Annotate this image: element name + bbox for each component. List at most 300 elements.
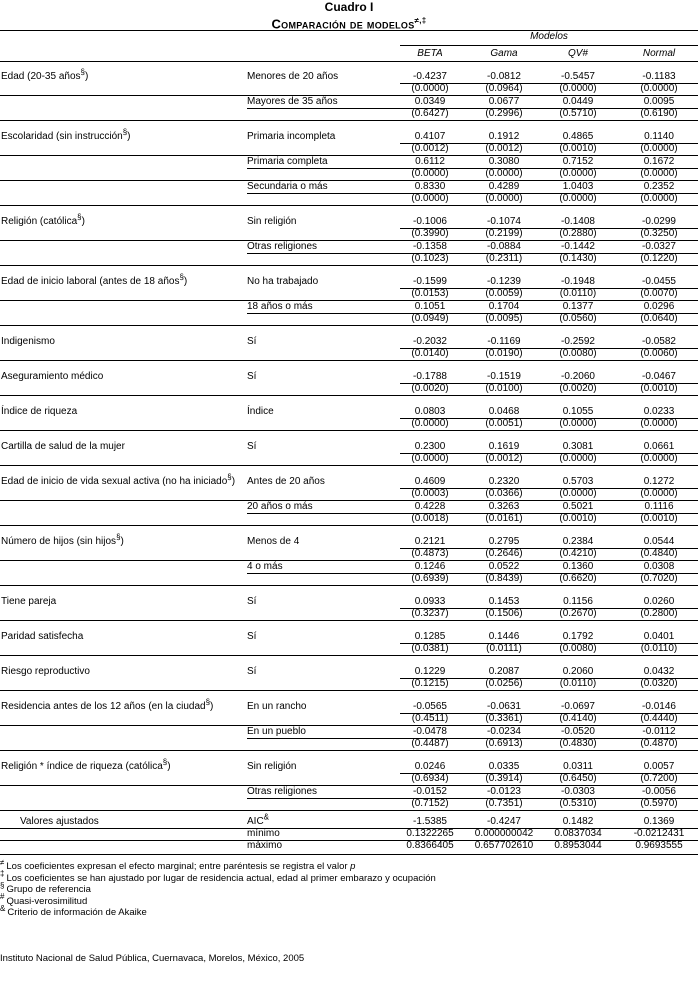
row-rule [247, 108, 698, 109]
coef-value: 0.1792 [562, 631, 594, 642]
category-label: Antes de 20 años [247, 476, 325, 487]
coef-value: 0.0468 [488, 406, 520, 417]
row-rule [400, 488, 698, 489]
coef-value: 0.5021 [562, 501, 594, 512]
fitted-value: -1.5385 [413, 816, 447, 827]
category-label: Sin religión [247, 216, 297, 227]
coef-value: 0.4865 [562, 131, 594, 142]
p-value: (0.0000) [559, 168, 597, 179]
subtitle-marks: ≠,‡ [414, 16, 427, 25]
category-label: Sin religión [247, 761, 297, 772]
p-value: (0.4511) [411, 713, 449, 724]
row-rule [247, 738, 698, 739]
category-label: 18 años o más [247, 301, 313, 312]
coef-value: 0.8330 [414, 181, 446, 192]
coef-value: -0.1006 [413, 216, 447, 227]
coef-value: -0.1599 [413, 276, 447, 287]
table-subtitle-text: Comparación de modelos [271, 16, 415, 32]
coef-value: 0.2300 [414, 441, 446, 452]
models-header: Modelos [530, 31, 568, 42]
category-label: 4 o más [247, 561, 283, 572]
coef-value: -0.0234 [487, 726, 521, 737]
p-value: (0.5310) [559, 798, 597, 809]
coef-value: -0.0327 [642, 241, 676, 252]
variable-label: Indigenismo [1, 336, 55, 347]
p-value: (0.2670) [559, 608, 597, 619]
p-value: (0.0110) [559, 288, 597, 299]
coef-value: 0.0661 [643, 441, 675, 452]
fitted-value: 0.1369 [643, 816, 675, 827]
p-value: (0.0964) [485, 83, 523, 94]
coef-value: -0.1358 [413, 241, 447, 252]
footnote [0, 880, 91, 895]
fitted-category: AIC& [247, 812, 270, 827]
fitted-value: 0.1482 [562, 816, 594, 827]
p-value: (0.4487) [411, 738, 449, 749]
p-value: (0.1220) [640, 253, 678, 264]
p-value: (0.3914) [485, 773, 523, 784]
variable-label: Religión (católica§) [1, 212, 85, 227]
category-label: Sí [247, 666, 257, 677]
category-label: En un rancho [247, 701, 307, 712]
p-value: (0.1023) [411, 253, 449, 264]
coef-value: 0.2087 [488, 666, 520, 677]
coef-value: 0.5703 [562, 476, 594, 487]
p-value: (0.2311) [485, 253, 523, 264]
p-value: (0.0000) [411, 168, 449, 179]
footnote-symbol: ‡ [0, 869, 5, 879]
coef-value: 0.2352 [643, 181, 675, 192]
models-rule [400, 45, 698, 46]
coef-value: 0.0260 [643, 596, 675, 607]
row-rule [0, 690, 698, 691]
footnote-symbol: & [0, 903, 6, 913]
coef-value: -0.0112 [642, 726, 676, 737]
coef-value: -0.0056 [642, 786, 676, 797]
coef-value: 0.0522 [488, 561, 520, 572]
p-value: (0.0000) [411, 418, 449, 429]
p-value: (0.7020) [640, 573, 678, 584]
row-rule [0, 205, 698, 206]
coef-value: -0.4237 [413, 71, 447, 82]
footnote-text: Grupo de referencia [6, 884, 91, 895]
column-header-gama: Gama [490, 48, 518, 59]
fitted-value: 0.657702610 [474, 840, 534, 851]
fitted-values-label: Valores ajustados [20, 816, 99, 827]
row-rule [400, 143, 698, 144]
category-label: En un pueblo [247, 726, 306, 737]
p-value: (0.0153) [411, 288, 449, 299]
p-value: (0.0020) [559, 383, 597, 394]
p-value: (0.4210) [559, 548, 597, 559]
footnote-text: Quasi-verosimilitud [6, 895, 88, 907]
category-label: Menores de 20 años [247, 71, 339, 82]
row-rule [0, 360, 698, 361]
coef-value: -0.0884 [487, 241, 521, 252]
coef-value: -0.0812 [487, 71, 521, 82]
p-value: (0.7200) [640, 773, 678, 784]
row-rule [0, 265, 698, 266]
fitted-value: -0.4247 [487, 816, 521, 827]
row-rule [247, 798, 698, 799]
fitted-value: 0.1322265 [406, 828, 454, 839]
coef-value: 0.1246 [414, 561, 446, 572]
category-label: Índice [247, 406, 274, 417]
p-value: (0.0010) [559, 143, 597, 154]
coef-value: 0.0233 [643, 406, 675, 417]
coef-value: 0.3263 [488, 501, 520, 512]
variable-label: Tiene pareja [1, 596, 57, 607]
p-value: (0.0000) [559, 453, 597, 464]
row-rule [400, 288, 698, 289]
top-rule [0, 30, 698, 31]
fitted-value: 0.0837034 [554, 828, 602, 839]
coef-value: 0.0803 [414, 406, 446, 417]
coef-value: -0.0152 [413, 786, 447, 797]
p-value: (0.0366) [485, 488, 523, 499]
footnote-text: Criterio de información de Akaike [7, 907, 147, 918]
coef-value: -0.1183 [642, 71, 676, 82]
row-rule [400, 348, 698, 349]
coef-value: -0.2060 [561, 371, 595, 382]
p-value: (0.4873) [411, 548, 449, 559]
p-value: (0.2800) [640, 608, 678, 619]
row-rule [0, 465, 698, 466]
coef-value: 0.2384 [562, 536, 594, 547]
coef-value: -0.2592 [561, 336, 595, 347]
coef-value: -0.0697 [561, 701, 595, 712]
p-value: (0.2996) [485, 108, 523, 119]
row-rule [247, 513, 698, 514]
p-value: (0.0080) [559, 643, 597, 654]
p-value: (0.5710) [559, 108, 597, 119]
footnote-symbol: ≠ [0, 857, 5, 867]
coef-value: -0.1442 [561, 241, 595, 252]
p-value: (0.0010) [640, 383, 678, 394]
footnote [0, 892, 88, 907]
p-value: (0.0018) [411, 513, 449, 524]
coef-value: -0.1788 [413, 371, 447, 382]
coef-value: 0.1229 [414, 666, 446, 677]
variable-label: Paridad satisfecha [1, 631, 84, 642]
row-rule [0, 120, 698, 121]
p-value: (0.1215) [411, 678, 449, 689]
coef-value: 0.1377 [562, 301, 594, 312]
p-value: (0.2199) [485, 228, 523, 239]
fitted-value: -0.0212431 [633, 828, 685, 839]
variable-label: Cartilla de salud de la mujer [1, 441, 125, 452]
coef-value: 0.0095 [643, 96, 675, 107]
row-rule [400, 643, 698, 644]
coef-value: -0.0123 [487, 786, 521, 797]
row-rule [400, 453, 698, 454]
coef-value: 0.1360 [562, 561, 594, 572]
p-value: (0.0100) [485, 383, 523, 394]
row-rule [0, 750, 698, 751]
p-value: (0.6620) [559, 573, 597, 584]
p-value: (0.0059) [485, 288, 523, 299]
p-value: (0.3237) [411, 608, 449, 619]
coef-value: 0.0677 [488, 96, 520, 107]
p-value: (0.0000) [485, 193, 523, 204]
coef-value: -0.2032 [413, 336, 447, 347]
row-rule [400, 773, 698, 774]
variable-label: Índice de riqueza [1, 406, 78, 417]
table-title: Cuadro I [324, 0, 374, 14]
footnote-symbol: § [0, 880, 5, 890]
variable-label: Riesgo reproductivo [1, 666, 90, 677]
coef-value: 0.4107 [414, 131, 446, 142]
column-header-normal: Normal [642, 48, 676, 59]
header-rule [0, 61, 698, 62]
coef-value: -0.1074 [487, 216, 521, 227]
category-label: Primaria incompleta [247, 131, 336, 142]
row-rule [400, 678, 698, 679]
category-label: Sí [247, 371, 257, 382]
p-value: (0.6913) [485, 738, 523, 749]
coef-value: 0.0432 [643, 666, 675, 677]
p-value: (0.4870) [640, 738, 678, 749]
row-rule [0, 655, 698, 656]
p-value: (0.0000) [559, 193, 597, 204]
footnote-text: Los coeficientes expresan el efecto marginal; entre paréntesis se registra el valor p [6, 861, 356, 872]
p-value: (0.0640) [640, 313, 678, 324]
p-value: (0.2880) [559, 228, 597, 239]
p-value: (0.0949) [411, 313, 449, 324]
category-label: Sí [247, 631, 257, 642]
p-value: (0.0190) [485, 348, 523, 359]
coef-value: 0.0296 [643, 301, 675, 312]
p-value: (0.0000) [485, 168, 523, 179]
coef-value: -0.0303 [561, 786, 595, 797]
p-value: (0.0000) [559, 418, 597, 429]
row-rule [247, 313, 698, 314]
category-label: Primaria completa [247, 156, 328, 167]
coef-value: 1.0403 [562, 181, 594, 192]
p-value: (0.0012) [485, 453, 523, 464]
p-value: (0.0000) [640, 453, 678, 464]
row-rule [400, 548, 698, 549]
p-value: (0.1506) [485, 608, 523, 619]
category-label: Sí [247, 596, 257, 607]
p-value: (0.2646) [485, 548, 523, 559]
fitted-value: 0.8366405 [406, 840, 454, 851]
p-value: (0.0003) [411, 488, 449, 499]
category-label: Sí [247, 441, 257, 452]
coef-value: -0.0565 [413, 701, 447, 712]
fitted-category: máximo [247, 840, 283, 851]
p-value: (0.6427) [411, 108, 449, 119]
coef-value: 0.6112 [415, 156, 445, 167]
p-value: (0.0012) [485, 143, 523, 154]
coef-value: 0.0246 [414, 761, 446, 772]
row-rule [0, 810, 698, 811]
p-value: (0.4140) [559, 713, 597, 724]
coef-value: 0.4609 [414, 476, 446, 487]
coef-value: 0.0401 [643, 631, 675, 642]
coef-value: 0.1672 [643, 156, 675, 167]
p-value: (0.0381) [411, 643, 449, 654]
row-rule [400, 713, 698, 714]
coef-value: 0.1116 [644, 501, 674, 512]
p-value: (0.0000) [411, 83, 449, 94]
coef-value: 0.0933 [414, 596, 446, 607]
p-value: (0.0095) [485, 313, 523, 324]
coef-value: -0.0146 [642, 701, 676, 712]
p-value: (0.0256) [485, 678, 523, 689]
p-value: (0.6450) [559, 773, 597, 784]
p-value: (0.0010) [559, 513, 597, 524]
row-rule [400, 383, 698, 384]
p-value: (0.0111) [486, 643, 522, 654]
p-value: (0.7351) [485, 798, 523, 809]
p-value: (0.0060) [640, 348, 678, 359]
column-header-qv: QV# [567, 48, 588, 59]
coef-value: 0.0308 [643, 561, 675, 572]
fitted-value: 0.000000042 [474, 828, 534, 839]
variable-label: Número de hijos (sin hijos§) [1, 532, 124, 547]
coef-value: 0.4228 [414, 501, 446, 512]
row-rule [400, 83, 698, 84]
bottom-rule [0, 854, 698, 855]
variable-label: Edad de inicio de vida sexual activa (no ha iniciado§) [1, 472, 236, 487]
footnote [0, 857, 356, 872]
category-label: Mayores de 35 años [247, 96, 338, 107]
coef-value: -0.0467 [642, 371, 676, 382]
coef-value: 0.1051 [414, 301, 446, 312]
row-rule [400, 418, 698, 419]
coef-value: -0.1948 [561, 276, 595, 287]
category-label: 20 años o más [247, 501, 313, 512]
footnote-symbol: # [0, 892, 5, 902]
row-rule [247, 253, 698, 254]
p-value: (0.0560) [559, 313, 597, 324]
p-value: (0.4840) [640, 548, 678, 559]
row-rule [247, 168, 698, 169]
p-value: (0.1430) [559, 253, 597, 264]
p-value: (0.0080) [559, 348, 597, 359]
coef-value: 0.2795 [488, 536, 520, 547]
coef-value: 0.1912 [488, 131, 520, 142]
coef-value: 0.1446 [488, 631, 520, 642]
coef-value: 0.0544 [643, 536, 675, 547]
coef-value: -0.1408 [561, 216, 595, 227]
coef-value: 0.1140 [644, 131, 674, 142]
p-value: (0.0070) [640, 288, 678, 299]
category-label: Secundaria o más [247, 181, 328, 192]
p-value: (0.0320) [640, 678, 678, 689]
coef-value: 0.1055 [562, 406, 594, 417]
p-value: (0.3990) [411, 228, 449, 239]
p-value: (0.0000) [640, 168, 678, 179]
category-label: Otras religiones [247, 241, 318, 252]
variable-label: Residencia antes de los 12 años (en la ciudad§) [1, 697, 214, 712]
category-label: No ha trabajado [247, 276, 319, 287]
footnote-text: Los coeficientes se han ajustado por lugar de residencia actual, edad al primer embarazo y ocupación [6, 872, 436, 884]
category-label: Menos de 4 [247, 536, 300, 547]
coef-value: 0.0057 [643, 761, 675, 772]
p-value: (0.0000) [559, 83, 597, 94]
p-value: (0.0000) [640, 418, 678, 429]
coef-value: -0.0455 [642, 276, 676, 287]
coef-value: -0.0631 [487, 701, 521, 712]
coef-value: 0.1619 [488, 441, 520, 452]
variable-label: Edad de inicio laboral (antes de 18 años§) [1, 272, 188, 287]
p-value: (0.5970) [640, 798, 678, 809]
p-value: (0.0110) [640, 643, 678, 654]
row-rule [400, 228, 698, 229]
p-value: (0.0000) [640, 83, 678, 94]
variable-label: Edad (20-35 años§) [1, 67, 89, 82]
p-value: (0.0000) [559, 488, 597, 499]
coef-value: -0.0582 [642, 336, 676, 347]
coef-value: 0.2060 [562, 666, 594, 677]
p-value: (0.0000) [411, 193, 449, 204]
footnote [0, 903, 147, 918]
coef-value: -0.1519 [487, 371, 521, 382]
coef-value: 0.1156 [563, 596, 593, 607]
p-value: (0.0140) [411, 348, 449, 359]
coef-value: -0.1239 [487, 276, 521, 287]
row-rule [247, 193, 698, 194]
coef-value: 0.0349 [414, 96, 446, 107]
fitted-value: 0.9693555 [635, 840, 683, 851]
coef-value: 0.4289 [488, 181, 520, 192]
coef-value: -0.0299 [642, 216, 676, 227]
fitted-category: mínimo [247, 828, 280, 839]
coef-value: 0.1272 [643, 476, 675, 487]
coef-value: 0.0335 [488, 761, 520, 772]
row-rule [400, 608, 698, 609]
coef-value: -0.0478 [413, 726, 447, 737]
variable-label: Religión * índice de riqueza (católica§) [1, 757, 171, 772]
coef-value: 0.3080 [488, 156, 520, 167]
category-label: Otras religiones [247, 786, 318, 797]
p-value: (0.0000) [640, 143, 678, 154]
coef-value: 0.2320 [488, 476, 520, 487]
category-label: Sí [247, 336, 257, 347]
p-value: (0.0000) [640, 193, 678, 204]
column-header-beta: BETA [417, 48, 443, 59]
p-value: (0.7152) [411, 798, 449, 809]
p-value: (0.0000) [411, 453, 449, 464]
coef-value: 0.0449 [562, 96, 594, 107]
row-rule [0, 620, 698, 621]
row-rule [0, 525, 698, 526]
coef-value: -0.0520 [561, 726, 595, 737]
p-value: (0.0161) [485, 513, 523, 524]
coef-value: 0.1704 [488, 301, 520, 312]
footnote [0, 869, 436, 884]
row-rule [247, 573, 698, 574]
fitted-value: 0.8953044 [554, 840, 602, 851]
p-value: (0.0010) [640, 513, 678, 524]
row-rule [0, 585, 698, 586]
coef-value: 0.2121 [414, 536, 446, 547]
row-rule [0, 325, 698, 326]
p-value: (0.0020) [411, 383, 449, 394]
variable-label: Aseguramiento médico [1, 371, 104, 382]
p-value: (0.0051) [485, 418, 523, 429]
p-value: (0.0110) [559, 678, 597, 689]
coef-value: 0.7152 [562, 156, 594, 167]
p-value: (0.0012) [411, 143, 449, 154]
coef-value: 0.3081 [562, 441, 594, 452]
coef-value: -0.1169 [487, 336, 521, 347]
variable-label: Escolaridad (sin instrucción§) [1, 127, 131, 142]
coef-value: 0.0311 [563, 761, 593, 772]
p-value: (0.0000) [640, 488, 678, 499]
